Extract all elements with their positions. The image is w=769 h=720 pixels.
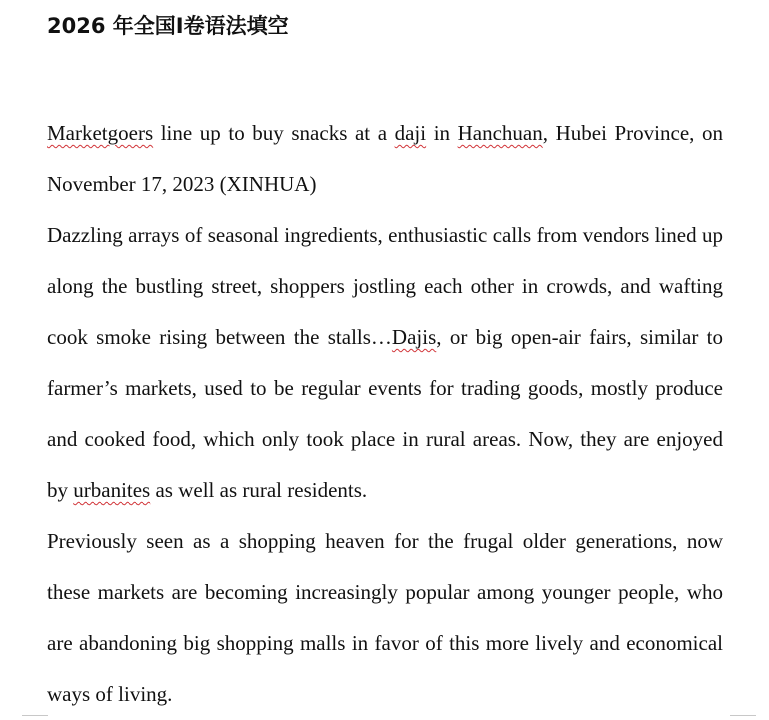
caption-text: , Hubei Province, on November 17, 2023 (XINHUA) <box>47 121 723 196</box>
spellcheck-word[interactable]: urbanites <box>73 478 151 502</box>
document-title: 2026 年全国I卷语法填空 <box>47 14 289 38</box>
spellcheck-word[interactable]: daji <box>394 121 427 145</box>
paragraph-2 <box>47 516 723 720</box>
paragraph-text: Previously seen as a shopping heaven for the frugal older generations, now these markets are becoming increasingly popular among younger people, who are abandoning big shopping malls in favor of this more lively and economical ways of living. <box>47 529 723 706</box>
spellcheck-word[interactable]: Marketgoers <box>47 121 154 145</box>
spellcheck-word[interactable]: Hanchuan <box>457 121 543 145</box>
paragraph-text: as well as rural residents. <box>150 478 368 502</box>
paragraph-text: Dazzling arrays of seasonal ingredients, enthusiastic calls from vendors lined up along the bustling street, shoppers jostling each other in crowds, and wafting cook smoke rising between the stalls… <box>47 223 723 349</box>
spellcheck-word[interactable]: Dajis <box>391 325 437 349</box>
paragraph-text: , or big open-air fairs, similar to farmer’s markets, used to be regular events for trading goods, mostly produce and cooked food, which only took place in rural areas. Now, they are enjoyed by <box>47 325 723 502</box>
caption-text: in <box>426 121 458 145</box>
caption-text: line up to buy snacks at a <box>153 121 395 145</box>
paragraph-1 <box>47 210 723 516</box>
document-body <box>47 108 723 720</box>
photo-caption <box>47 108 723 210</box>
